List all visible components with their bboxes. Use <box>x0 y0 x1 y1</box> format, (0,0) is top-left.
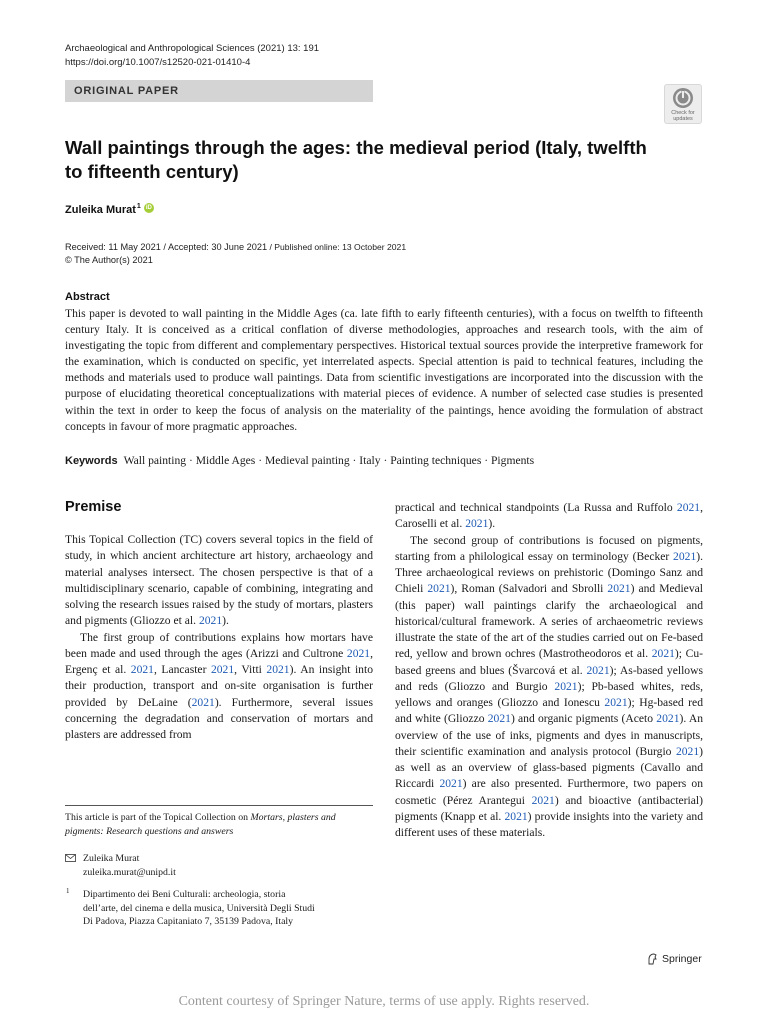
citation-link[interactable]: 2021 <box>673 549 697 563</box>
copyright-notice: © The Author(s) 2021 <box>65 255 153 265</box>
footnote-divider <box>65 805 373 806</box>
journal-citation: Archaeological and Anthropological Sciences (2021) 13: 191 <box>65 43 320 54</box>
paragraph-text: ); Pb-based whites, reds, yellows and oranges (Gliozzo and Ionescu <box>395 679 703 709</box>
paragraph-text: , Caroselli et al. <box>395 501 703 531</box>
paragraph-text: practical and technical standpoints (La Russa and Ruffolo <box>395 501 677 514</box>
paragraph-text: ). Three archaeological reviews on prehistoric (Domingo Sanz and Chieli <box>395 549 703 596</box>
topical-collection-name: Mortars, plasters and pigments: Research questions and answers <box>65 812 336 837</box>
citation-link[interactable]: 2021 <box>676 501 701 514</box>
citation-link[interactable]: 2021 <box>266 663 290 676</box>
paragraph-continued <box>395 500 703 533</box>
affiliation-number: 1 <box>66 887 70 895</box>
paragraph-text: , Ergenç et al. <box>65 646 373 676</box>
paragraph-text: ); As-based yellows and reds (Gliozzo and Burgio <box>395 663 703 693</box>
citation-link[interactable]: 2021 <box>130 663 154 676</box>
paragraph-text: ) and bioactive (antibacterial) pigments (Knapp et al. <box>395 793 703 823</box>
paragraph-text: The second group of contributions is focused on pigments, starting from a philological essay on terminology (Becker <box>395 533 703 563</box>
citation-link[interactable]: 2021 <box>554 679 578 693</box>
journal-header <box>65 42 319 70</box>
paragraph-text: This Topical Collection (TC) covers several topics in the field of study, in which ancient architecture art history, archaeology and material analyses intersect. The chosen perspective is that of a multidisciplinary scenario, capable of combining, integrating and solving the research issues raised by the study of mortars, plasters and pigments (Gliozzo et al. <box>65 533 373 628</box>
paragraph-text: ). An overview of the use of inks, pigments and dyes in manuscripts, their scientific examination and analysis protocol (Burgio <box>395 712 704 758</box>
citation-link[interactable]: 2021 <box>656 712 680 726</box>
envelope-icon <box>65 854 76 862</box>
paragraph-text: , Vitti <box>234 663 267 676</box>
body-column-right <box>395 500 703 841</box>
title-line-2: to fifteenth century) <box>65 161 239 182</box>
body-column-left <box>65 532 373 743</box>
keywords-line <box>65 453 705 469</box>
citation-link[interactable]: 2021 <box>604 696 628 709</box>
courtesy-notice: Content courtesy of Springer Nature, terms of use apply. Rights reserved. <box>178 994 590 1009</box>
citation-link[interactable]: 2021 <box>675 744 700 758</box>
paragraph-text: ). <box>222 614 229 628</box>
author-name[interactable]: Zuleika Murat <box>65 204 136 216</box>
paragraph-text: ) are also presented. Furthermore, two papers on cosmetic (Pérez Arantegui <box>395 777 703 807</box>
article-dates <box>65 241 406 267</box>
author-line <box>65 203 154 217</box>
abstract-heading: Abstract <box>65 291 110 303</box>
section-heading-premise: Premise <box>65 499 122 515</box>
check-updates-icon <box>672 87 694 109</box>
abstract-text: This paper is devoted to wall painting in the Middle Ages (ca. late fifth to early fifteenth centuries), with a focus on twelfth to fifteenth century Italy. It is conceived as a critical conflation of diverse methodologies, approaches and research tools, with the aim of investigating the topic from different and complementary perspectives. Historical textual sources provide the interpretive framework for the examination, which is conducted on specific, yet interrelated aspects. Special attention is paid to technical features, including the methods and materials used to produce wall paintings. Data from scientific investigations are incorporated into the discussion with the purpose of elucidating theoretical conceptualizations with material pieces of evidence. A number of selected case studies is presented within the text in order to keep the focus of analysis on the materiality of the paintings, hence avoiding the formulation of abstract concepts in favour of more pragmatic approaches. <box>65 307 703 433</box>
contact-email[interactable]: zuleika.murat@unipd.it <box>83 866 176 878</box>
keywords-list: Wall painting · Middle Ages · Medieval painting · Italy · Painting techniques · Pigments <box>123 454 535 467</box>
citation-link[interactable]: 2021 <box>651 647 675 661</box>
keywords-label: Keywords <box>65 455 118 467</box>
paragraph <box>395 533 703 842</box>
citation-link[interactable]: 2021 <box>346 646 371 660</box>
check-for-updates-badge[interactable] <box>664 84 702 124</box>
corresponding-author <box>65 852 373 879</box>
paragraph-text: The first group of contributions explains how mortars have been made and used through the ages (Arizzi and Cultrone <box>65 630 373 660</box>
citation-link[interactable]: 2021 <box>191 695 215 709</box>
received-accepted-dates: Received: 11 May 2021 / Accepted: 30 June 2021 <box>65 242 268 252</box>
article-type-bar <box>65 80 373 102</box>
paragraph-text: ), Roman (Salvadori and Sbrolli <box>450 582 608 596</box>
paragraph-text: ). <box>488 517 496 531</box>
author-affiliation-mark: 1 <box>136 203 141 210</box>
check-updates-line2: updates <box>673 116 693 122</box>
publisher-name: Springer <box>662 953 702 965</box>
check-updates-line1: Check for <box>671 110 695 116</box>
paragraph-text: ) and Medieval (this paper) wall paintings clarify the archaeological and historical/cultural framework. A series of archaeometric reviews illustrate the state of the art of the studies carried out on Fe-based red, yellow and brown ochres (Mastrotheodoros et al. <box>395 582 703 661</box>
citation-link[interactable]: 2021 <box>210 663 235 676</box>
citation-link[interactable]: 2021 <box>531 793 555 807</box>
topical-collection-note <box>65 811 373 838</box>
citation-link[interactable]: 2021 <box>607 582 631 596</box>
affiliation-line: Di Padova, Piazza Capitaniato 7, 35139 Padova, Italy <box>83 916 294 927</box>
paragraph-text: ). Furthermore, several issues concerning the degradation and conservation of mortars and plasters are addressed from <box>65 695 373 741</box>
paragraph <box>65 630 373 744</box>
paragraph-text: ). An insight into their production, transport and on-site organisation is further provided by DeLaine ( <box>65 663 373 709</box>
orcid-icon[interactable]: iD <box>145 205 152 211</box>
citation-link[interactable]: 2021 <box>198 614 223 628</box>
affiliation-note <box>65 888 373 929</box>
topical-note-text: This article is part of the Topical Collection on <box>65 812 251 823</box>
affiliation-line: dell’arte, del cinema e della musica, Università Degli Studi <box>83 902 315 914</box>
citation-link[interactable]: 2021 <box>586 663 610 677</box>
published-date: / Published online: 13 October 2021 <box>267 242 407 252</box>
citation-link[interactable]: 2021 <box>487 712 511 726</box>
paragraph-text: ); Cu-based greens and blues (Švarcová et al. <box>395 647 703 677</box>
paragraph <box>65 532 373 630</box>
paragraph-text: , Lancaster <box>153 663 211 676</box>
citation-link[interactable]: 2021 <box>465 517 489 531</box>
affiliation-line: Dipartimento dei Beni Culturali: archeologia, storia <box>83 889 286 900</box>
article-type-label: ORIGINAL PAPER <box>74 85 179 97</box>
paragraph-text: ) and organic pigments (Aceto <box>510 712 657 726</box>
paragraph-text: ) provide insights into the variety and different uses of these materials. <box>395 809 703 839</box>
paragraph-text: ); Hg-based red and white (Gliozzo <box>395 696 703 726</box>
article-title <box>65 136 665 184</box>
paragraph-text: ) as well as an overview of glass-based pigments (Cavallo and Riccardi <box>395 744 703 791</box>
contact-name: Zuleika Murat <box>83 853 140 864</box>
citation-link[interactable]: 2021 <box>439 777 463 791</box>
citation-link[interactable]: 2021 <box>504 809 528 823</box>
title-line-1: Wall paintings through the ages: the medieval period (Italy, twelfth <box>65 137 647 158</box>
doi-link[interactable]: https://doi.org/10.1007/s12520-021-01410-4 <box>65 57 251 68</box>
citation-link[interactable]: 2021 <box>427 582 451 596</box>
publisher-mark <box>647 952 702 966</box>
springer-horse-icon <box>647 953 658 965</box>
